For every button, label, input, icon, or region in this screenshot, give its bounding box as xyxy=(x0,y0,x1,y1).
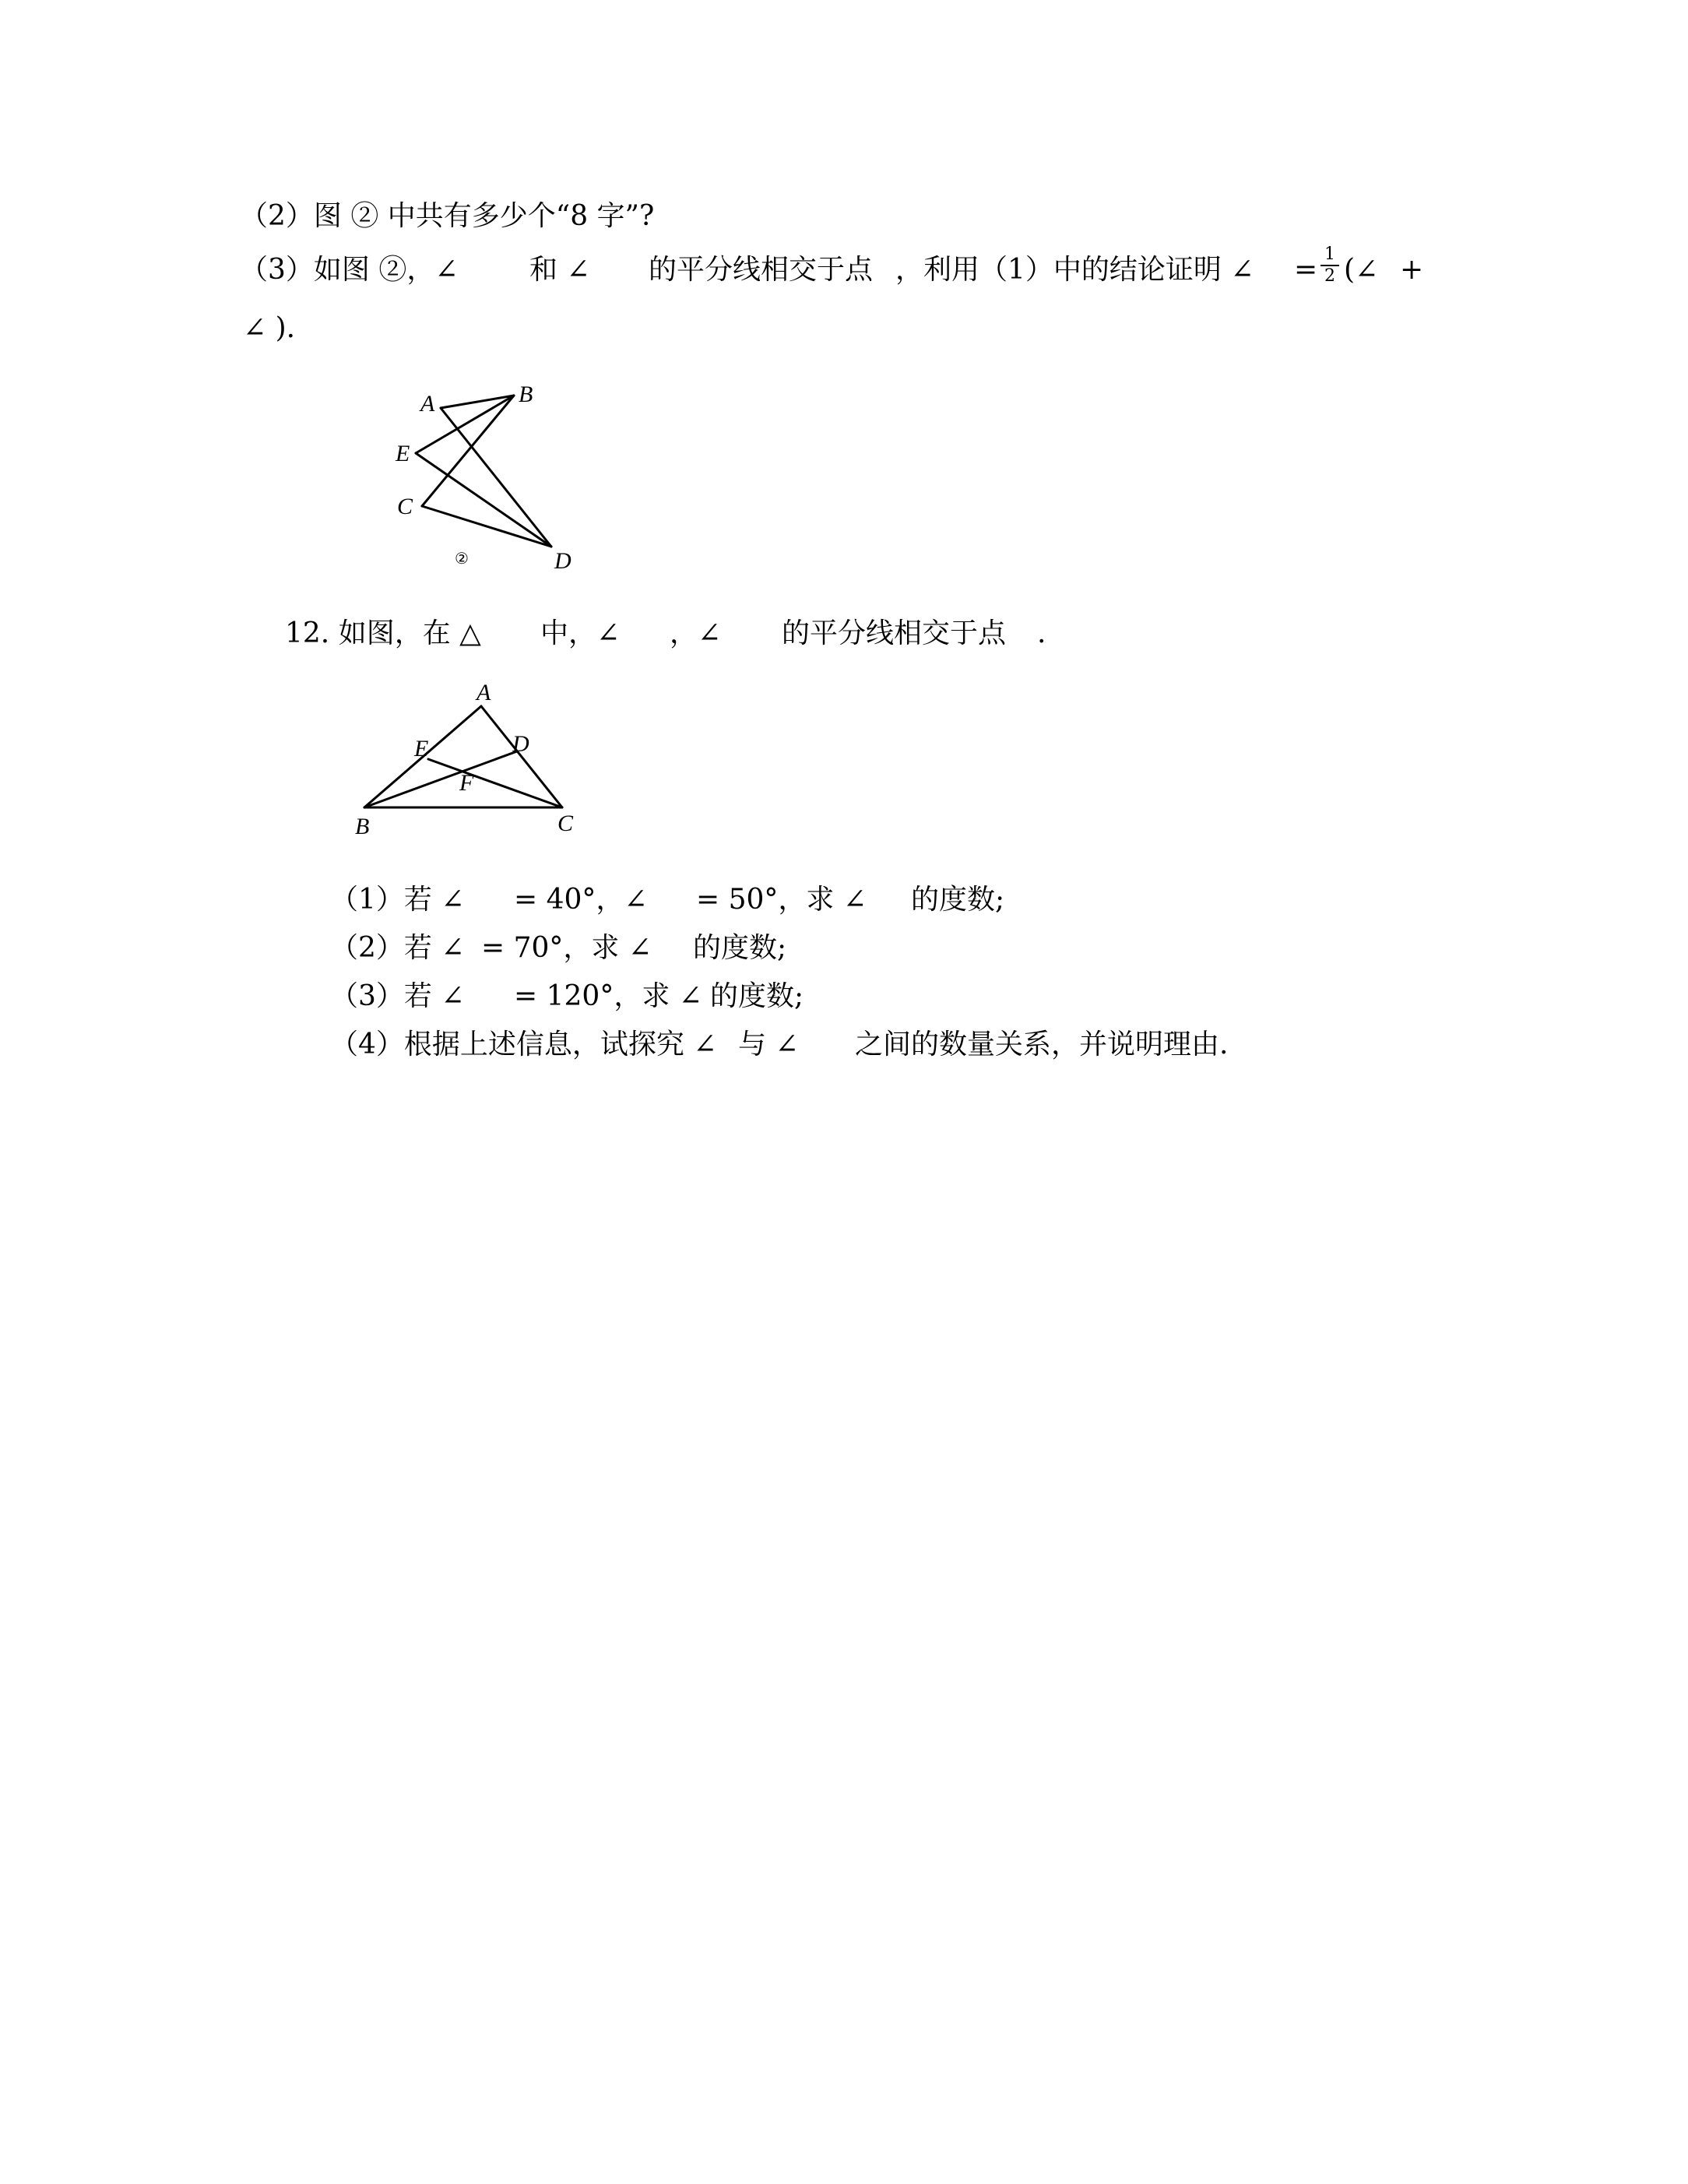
figure-2 xyxy=(389,374,607,576)
label-D: D xyxy=(554,548,571,574)
segment-ED xyxy=(416,453,551,547)
segment-CD xyxy=(422,506,551,547)
q12-sub1-d: 的度数; xyxy=(911,884,1005,916)
q12-sub3-a: （3）若 ∠ xyxy=(330,980,465,1012)
q11-part3-c: 的平分线相交于点 xyxy=(649,254,874,286)
q12-stem-e: . xyxy=(1037,617,1046,649)
q12-sub3-b: = 120°，求 ∠ xyxy=(514,980,702,1012)
q11-part3-f: (∠ xyxy=(1344,254,1379,286)
figure-2-caption: ② xyxy=(455,550,469,568)
label-C: C xyxy=(557,811,574,836)
label-A: A xyxy=(420,391,435,417)
segment-BD xyxy=(364,751,517,807)
fraction-numerator: 1 xyxy=(1324,244,1335,264)
q11-part3-fraction xyxy=(1321,246,1339,285)
q12-sub2-b: = 70°，求 ∠ xyxy=(481,932,652,964)
q12-stem-b: 中，∠ xyxy=(540,617,621,649)
q11-part3-e: = xyxy=(1294,254,1318,286)
q12-sub1-a: （1）若 ∠ xyxy=(330,884,465,916)
q12-sub4-b: 与 ∠ xyxy=(738,1029,799,1060)
label-E: E xyxy=(414,736,429,761)
q11-part3-h: ∠ ). xyxy=(243,312,296,344)
q11-part3-d: ，利用（1）中的结论证明 ∠ xyxy=(895,254,1254,286)
q11-part2 xyxy=(240,199,654,234)
q12-sub4-c: 之间的数量关系，并说明理由. xyxy=(855,1029,1229,1060)
q12-stem-c: ，∠ xyxy=(670,617,722,649)
figure-12 xyxy=(343,681,592,845)
label-C: C xyxy=(397,494,413,519)
label-E: E xyxy=(396,441,410,466)
q12-stem-a: 12. 如图，在 △ xyxy=(285,617,481,649)
label-F: F xyxy=(459,770,474,796)
label-A: A xyxy=(477,680,491,705)
q12-sub2-c: 的度数; xyxy=(693,932,787,964)
q12-sub4-a: （4）根据上述信息，试探究 ∠ xyxy=(330,1029,717,1060)
label-B: B xyxy=(355,814,370,839)
q11-part2-text: （2）图 ② 中共有多少个“8 字”? xyxy=(240,200,655,232)
label-B: B xyxy=(519,382,533,407)
q12-sub2-a: （2）若 ∠ xyxy=(330,932,465,964)
fraction-denominator: 2 xyxy=(1324,266,1335,286)
q12-sub3-c: 的度数; xyxy=(710,980,804,1012)
q12-sub1-c: = 50°，求 ∠ xyxy=(696,884,867,916)
q11-part3-g: + xyxy=(1400,254,1424,286)
label-D: D xyxy=(512,731,529,757)
q12-sub1-b: = 40°，∠ xyxy=(514,884,648,916)
q11-part3-b: 和 ∠ xyxy=(529,254,590,286)
q12-stem-d: 的平分线相交于点 xyxy=(782,617,1007,649)
q11-part3-a: （3）如图 ②，∠ xyxy=(240,254,459,286)
